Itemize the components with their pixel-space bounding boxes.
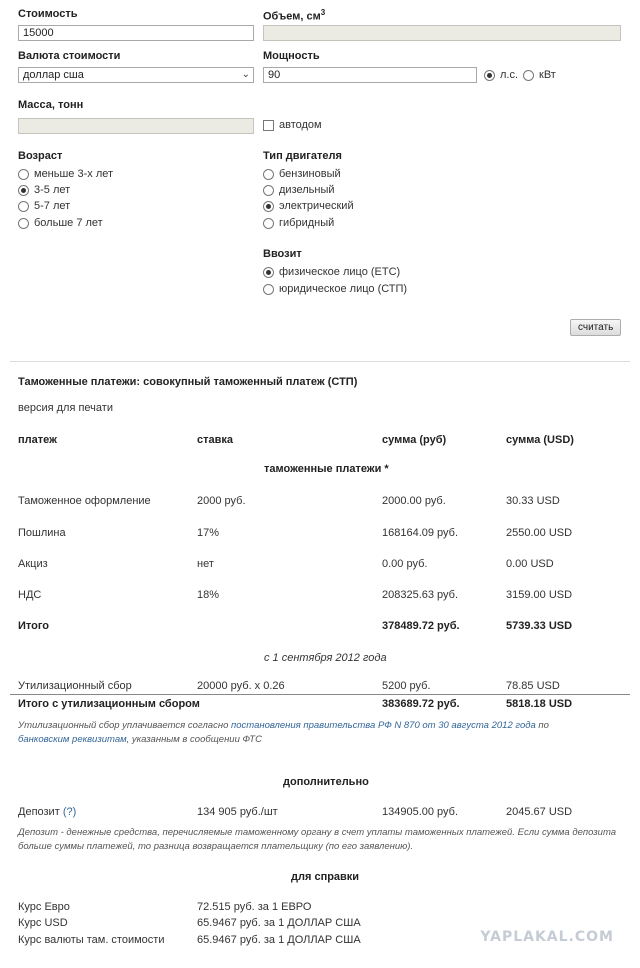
- rate-value: 65.9467 руб. за 1 ДОЛЛАР США: [197, 934, 361, 946]
- radio-icon: [263, 284, 274, 295]
- power-unit-kw-radio[interactable]: [523, 68, 556, 82]
- radio-checked-icon: [18, 185, 29, 196]
- government-decree-link[interactable]: постановления правительства РФ N 870 от 30 августа 2012 года: [231, 720, 536, 731]
- radio-icon: [263, 185, 274, 196]
- engine-option-label: бензиновый: [279, 168, 341, 180]
- deposit-help-link[interactable]: (?): [62, 806, 77, 818]
- row-rub: 2000.00 руб.: [382, 495, 446, 507]
- age-option-label: меньше 3-х лет: [34, 168, 114, 180]
- row-rate: нет: [197, 558, 214, 570]
- currency-selected-value: доллар сша: [23, 69, 84, 81]
- currency-label: Валюта стоимости: [18, 50, 121, 62]
- row-usd: 2550.00 USD: [506, 527, 573, 539]
- util-note-middle: по: [535, 720, 549, 731]
- power-label: Мощность: [263, 50, 320, 62]
- rate-name: Курс Евро: [18, 901, 70, 913]
- age-option-radio[interactable]: [18, 199, 70, 213]
- rate-name: Курс валюты там. стоимости: [18, 934, 165, 946]
- radio-checked-icon: [263, 201, 274, 212]
- total-util-usd: 5818.18 USD: [506, 698, 573, 710]
- util-note: [18, 719, 618, 747]
- cost-label: Стоимость: [18, 8, 78, 20]
- radio-icon: [523, 70, 534, 81]
- chevron-down-icon: ⌄: [241, 69, 250, 80]
- cost-input[interactable]: 15000: [18, 25, 254, 41]
- importer-option-radio[interactable]: [263, 265, 400, 279]
- util-rub: 5200 руб.: [382, 680, 431, 692]
- radio-icon: [263, 169, 274, 180]
- power-input[interactable]: 90: [263, 67, 477, 83]
- currency-select[interactable]: [18, 67, 254, 83]
- watermark-logo: YAPLAKAL.COM: [480, 929, 614, 945]
- print-version-link[interactable]: версия для печати: [18, 402, 113, 414]
- total-util-name: Итого с утилизационным сбором: [18, 698, 200, 710]
- volume-input[interactable]: [263, 25, 621, 41]
- additional-section-heading: дополнительно: [283, 776, 369, 788]
- total-rub: 378489.72 руб.: [382, 620, 460, 632]
- engine-label: Тип двигателя: [263, 150, 342, 162]
- importer-option-label: физическое лицо (ЕТС): [279, 266, 401, 278]
- radio-checked-icon: [484, 70, 495, 81]
- row-rub: 0.00 руб.: [382, 558, 428, 570]
- age-option-radio[interactable]: [18, 183, 70, 197]
- bus-checkbox[interactable]: [263, 118, 322, 132]
- column-header-rate: ставка: [197, 434, 234, 446]
- volume-label: Объем, $см^3$: [263, 8, 326, 23]
- age-option-radio[interactable]: [18, 216, 103, 230]
- since-section-heading: с 1 сентября 2012 года: [264, 652, 387, 664]
- age-option-label: 5-7 лет: [34, 200, 71, 212]
- rate-name: Курс USD: [18, 917, 68, 929]
- row-rate: 18%: [197, 589, 220, 601]
- engine-option-radio[interactable]: [263, 183, 335, 197]
- util-usd: 78.85 USD: [506, 680, 560, 692]
- radio-icon: [18, 218, 29, 229]
- total-name: Итого: [18, 620, 50, 632]
- row-name: Пошлина: [18, 527, 66, 539]
- rate-value: 65.9467 руб. за 1 ДОЛЛАР США: [197, 917, 361, 929]
- table-row-divider: [10, 694, 630, 695]
- radio-checked-icon: [263, 267, 274, 278]
- deposit-note-line: больше суммы платежей, то разница возвращается плательщику (по его заявлению).: [18, 841, 414, 852]
- bank-details-link[interactable]: банковским реквизитам: [18, 734, 127, 745]
- row-usd: 30.33 USD: [506, 495, 560, 507]
- deposit-usd: 2045.67 USD: [506, 806, 573, 818]
- rate-value: 72.515 руб. за 1 ЕВРО: [197, 901, 312, 913]
- engine-option-radio[interactable]: [263, 167, 341, 181]
- engine-option-radio[interactable]: [263, 216, 334, 230]
- importer-option-radio[interactable]: [263, 282, 407, 296]
- row-usd: 0.00 USD: [506, 558, 554, 570]
- row-rub: 168164.09 руб.: [382, 527, 459, 539]
- deposit-name-cell: [18, 806, 76, 818]
- deposit-rub: 134905.00 руб.: [382, 806, 459, 818]
- calculate-button[interactable]: считать: [570, 319, 621, 336]
- row-name: НДС: [18, 589, 42, 601]
- util-rate: 20000 руб. x 0.26: [197, 680, 285, 692]
- results-title: Таможенные платежи: совокупный таможенный платеж (СТП): [18, 376, 358, 388]
- deposit-note-line: Депозит - денежные средства, перечисляемые таможенному органу в счет уплаты таможенных платежей. Если сумма депозита: [18, 827, 617, 838]
- util-name: Утилизационный сбор: [18, 680, 132, 692]
- customs-section-heading: таможенные платежи *: [264, 463, 389, 475]
- deposit-name: Депозит: [18, 806, 60, 818]
- power-unit-hp-label: л.с.: [500, 69, 519, 81]
- row-name: Таможенное оформление: [18, 495, 151, 507]
- bus-checkbox-label: автодом: [279, 119, 322, 131]
- util-note-suffix: , указанным в сообщении ФТС: [126, 734, 262, 745]
- power-unit-hp-radio[interactable]: [484, 68, 518, 82]
- column-header-rub: сумма (руб): [382, 434, 447, 446]
- row-name: Акциз: [18, 558, 48, 570]
- engine-option-label: электрический: [279, 200, 354, 212]
- row-usd: 3159.00 USD: [506, 589, 573, 601]
- util-note-prefix: Утилизационный сбор уплачивается согласно: [18, 720, 231, 731]
- radio-icon: [263, 218, 274, 229]
- total-usd: 5739.33 USD: [506, 620, 573, 632]
- row-rub: 208325.63 руб.: [382, 589, 459, 601]
- engine-option-label: дизельный: [279, 184, 335, 196]
- row-rate: 2000 руб.: [197, 495, 246, 507]
- age-option-label: больше 7 лет: [34, 217, 103, 229]
- engine-option-label: гибридный: [279, 217, 335, 229]
- importer-option-label: юридическое лицо (СТП): [279, 283, 408, 295]
- power-unit-kw-label: кВт: [539, 69, 556, 81]
- mass-label: Масса, тонн: [18, 99, 84, 111]
- radio-icon: [18, 169, 29, 180]
- checkbox-icon: [263, 120, 274, 131]
- column-header-usd: сумма (USD): [506, 434, 574, 446]
- age-label: Возраст: [18, 150, 63, 162]
- age-option-label: 3-5 лет: [34, 184, 71, 196]
- age-option-radio[interactable]: [18, 167, 113, 181]
- reference-section-heading: для справки: [291, 871, 360, 883]
- engine-option-radio[interactable]: [263, 199, 354, 213]
- deposit-note: [18, 826, 630, 854]
- column-header-payment: платеж: [18, 434, 57, 446]
- volume-superscript: 3: [320, 8, 326, 17]
- deposit-rate: 134 905 руб./шт: [197, 806, 278, 818]
- total-util-rub: 383689.72 руб.: [382, 698, 460, 710]
- importer-label: Ввозит: [263, 248, 302, 260]
- radio-icon: [18, 201, 29, 212]
- mass-input[interactable]: [18, 118, 254, 134]
- row-rate: 17%: [197, 527, 220, 539]
- section-divider: [10, 361, 630, 362]
